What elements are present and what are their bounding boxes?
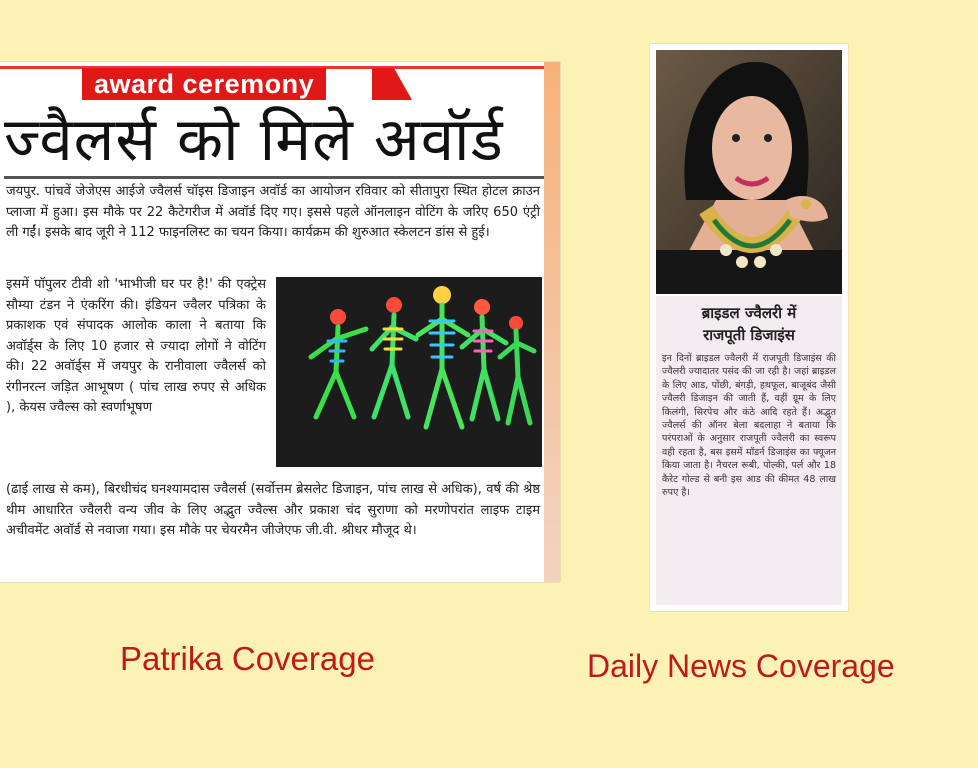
- daily-news-article: [656, 296, 842, 605]
- article-body: इन दिनों ब्राइडल ज्वैलरी में राजपूती डिजाइंस की ज्वैलरी ज्यादातर पसंद की जा रही है। जहां ब्राइडल के लिए आड, पोंछी, बंगड़ी, हथफूल, बाजूबंद जैसी ज्वैलरी डिजाइन की जाती हैं, वहीं ग्रूम के लिए किलंगी, सिरपेच और कंठे आदि रहते हैं। अद्भुत ज्वैलर्स की ऑनर बेला बदलाहा ने बताया कि परंपराओं के अनुसार राजपूती ज्वैलरी का स्वरूप वही रहता है, बस इसमें मॉडर्न डिजाइंस का फ्यूजन किया जाता है। नैचरल रूबी, पोल्की, पर्ल और 18 कैरेट गोल्ड से बनी इस आड की कीमत 48 लाख रुपए है।: [662, 353, 836, 499]
- article-bottom: (ढाई लाख से कम), बिरधीचंद घनश्यामदास ज्वैलर्स (सर्वोत्तम ब्रेसलेट डिजाइन, पांच लाख से अधिक), वर्ष की श्रेष्ठ थीम आधारित ज्वैलरी वन्य जीव के लिए अद्भुत ज्वैल्स और प्रकाश चंद सुराणा को मरणोपरांत लाइफ टाइम अचीवमेंट अवॉर्ड से नवाजा गया। इस मौके पर चेयरमैन जीजेएफ जी.वी. श्रीधर मौजूद थे।: [6, 482, 540, 538]
- headline-rule: [4, 176, 544, 179]
- daily-news-clipping: [650, 44, 848, 611]
- clipping-edge-stripe: [544, 62, 560, 582]
- kicker-label: award ceremony: [82, 68, 326, 100]
- headline: ज्वैलर्स को मिले अवॉर्ड: [4, 105, 504, 175]
- patrika-clipping: [0, 62, 560, 582]
- article-heading: [656, 302, 842, 346]
- caption-daily-news: Daily News Coverage: [587, 648, 895, 684]
- caption-patrika: Patrika Coverage: [120, 640, 375, 677]
- heading-line-1: ब्राइडल ज्वैलरी में: [701, 304, 797, 322]
- skeleton-dance-photo: [276, 277, 542, 467]
- article-left-column: इसमें पॉपुलर टीवी शो 'भाभीजी घर पर है!' की एक्ट्रेस सौम्या टंडन ने एंकरिंग की। इंडियन ज्वैलर पत्रिका के प्रकाशक एवं संपादक आलोक काला ने बताया कि अवॉर्ड्स के लिए 10 हजार से ज्यादा लोगों ने वोटिंग की। 22 अवॉर्ड्स में जयपुर के रानीवाला ज्वैलर्स को रंगीनरत्न जड़ित आभूषण ( पांच लाख रुपए से अधिक ), केयस ज्वैल्स को स्वर्णाभूषण: [6, 277, 266, 415]
- heading-line-2: राजपूती डिजाइंस: [703, 326, 795, 344]
- bridal-jewellery-photo: [656, 50, 842, 294]
- article-intro: जयपुर. पांचवें जेजेएस आईजे ज्वैलर्स चॉइस डिजाइन अवॉर्ड का आयोजन रविवार को सीतापुरा स्थित होटल क्राउन प्लाजा में हुआ। इस मौके पर 22 कैटेगरीज में अवॉर्ड दिए गए। इससे पहले ऑनलाइन वोटिंग के जरिए 650 एंट्री ली गईं। इसके बाद जूरी ने 112 फाइनलिस्ट का चयन किया। कार्यक्रम की शुरुआत स्केलटन डांस से हुई।: [6, 184, 540, 240]
